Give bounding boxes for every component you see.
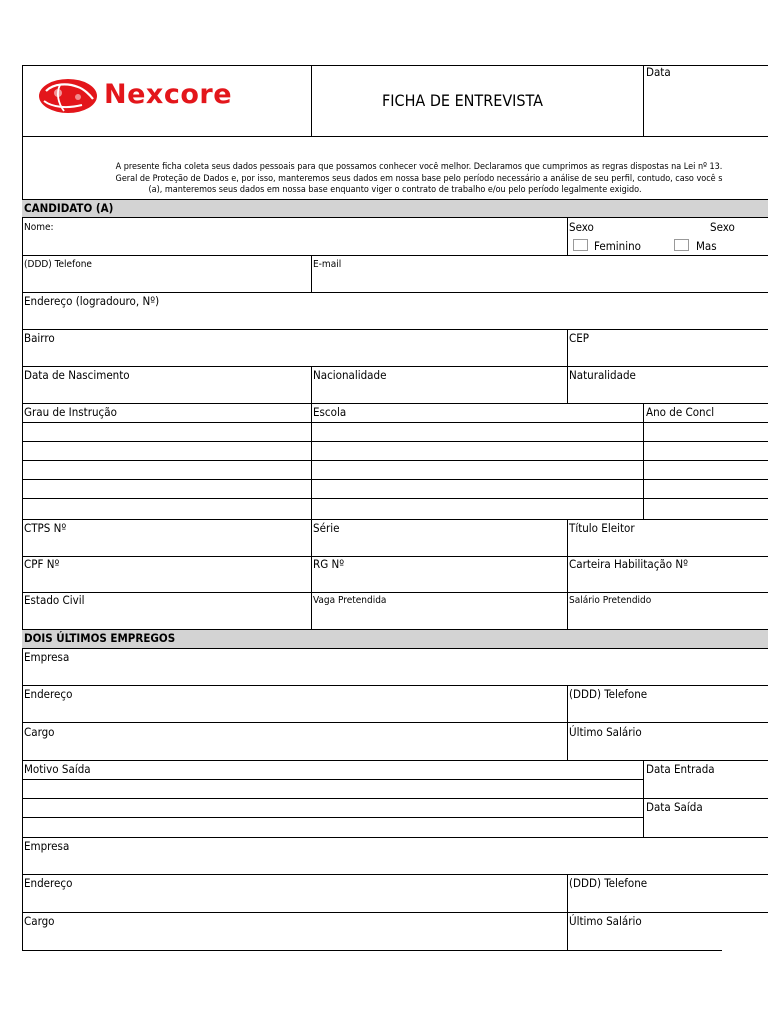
candidate-section-bar (22, 199, 768, 218)
birthplace-field[interactable] (568, 383, 768, 402)
drivers-license-label: Carteira Habilitação Nº (569, 557, 688, 571)
job1-end-date-label: Data Saída (646, 800, 703, 814)
consent-text (22, 162, 768, 197)
job1-end-date-field[interactable] (644, 815, 768, 836)
education-row[interactable] (23, 423, 767, 441)
phone-field[interactable] (23, 272, 310, 291)
row-line (22, 837, 768, 838)
job1-phone-field[interactable] (568, 702, 768, 721)
rg-field[interactable] (312, 572, 566, 591)
job1-role-field[interactable] (23, 740, 566, 759)
row-line (22, 912, 768, 913)
birthplace-label: Naturalidade (569, 368, 636, 382)
form-bottom-border (22, 950, 722, 951)
form-title: FICHA DE ENTREVISTA (382, 91, 543, 110)
globe-logo-icon (38, 77, 100, 117)
job1-phone-label: (DDD) Telefone (569, 687, 648, 701)
job2-role-field[interactable] (23, 929, 566, 949)
date-label: Data (646, 65, 671, 79)
marital-status-field[interactable] (23, 608, 310, 627)
row-line (22, 366, 768, 367)
desired-salary-label: Salário Pretendido (569, 595, 652, 606)
drivers-license-field[interactable] (568, 572, 768, 591)
row-line (22, 722, 768, 723)
job1-start-date-field[interactable] (644, 777, 768, 797)
header-divider-1 (311, 65, 312, 137)
row-line (22, 329, 768, 330)
email-field[interactable] (312, 272, 768, 291)
job2-address-field[interactable] (23, 891, 566, 911)
neighborhood-label: Bairro (24, 331, 55, 345)
consent-line-1: A presente ficha coleta seus dados pessoais para que possamos conhecer você melhor. Declaramos que cumprimos as regras dispostas na Lei nº 13. (115, 162, 723, 172)
row-line (22, 519, 768, 520)
row-line (22, 403, 768, 404)
consent-line-2: Geral de Proteção de Dados e, por isso, manteremos seus dados em nossa base pelo período necessário a análise de seu perfil, contudo, caso você s (115, 173, 723, 184)
job1-start-date-label: Data Entrada (646, 762, 715, 776)
candidate-section-title: CANDIDATO (A) (24, 201, 114, 215)
sex-label-1: Sexo (569, 220, 594, 234)
marital-status-label: Estado Civil (24, 593, 85, 607)
job1-exit-reason-field[interactable] (23, 780, 642, 836)
row-line (22, 760, 768, 761)
job2-phone-field[interactable] (568, 891, 768, 911)
jobs-section-title: DOIS ÚLTIMOS EMPREGOS (24, 631, 176, 645)
voter-id-field[interactable] (568, 536, 768, 555)
school-label: Escola (313, 405, 347, 419)
brand-name: Nexcore (104, 79, 233, 110)
job1-address-label: Endereço (24, 687, 73, 701)
job2-phone-label: (DDD) Telefone (569, 876, 648, 890)
job2-role-label: Cargo (24, 914, 55, 928)
job2-address-label: Endereço (24, 876, 73, 890)
job1-role-label: Cargo (24, 725, 55, 739)
feminino-checkbox[interactable] (573, 239, 588, 251)
birthdate-label: Data de Nascimento (24, 368, 130, 382)
consent-line-3: (a), manteremos seus dados em nossa base enquanto viger o contrato de trabalho e/ou pelo período legalmente exigido. (148, 185, 642, 195)
header-bottom-border (22, 136, 768, 137)
phone-label: (DDD) Telefone (24, 259, 92, 270)
row-line (22, 255, 768, 256)
rg-label: RG Nº (313, 557, 345, 571)
job1-last-salary-field[interactable] (568, 740, 768, 759)
ctps-field[interactable] (23, 536, 310, 555)
education-row[interactable] (23, 499, 767, 518)
row-line (22, 292, 768, 293)
education-row[interactable] (23, 461, 767, 479)
cpf-field[interactable] (23, 572, 310, 591)
desired-position-label: Vaga Pretendida (313, 595, 387, 606)
row-line (22, 592, 768, 593)
feminino-label: Feminino (594, 239, 641, 253)
divider (567, 218, 568, 255)
job1-address-field[interactable] (23, 702, 566, 721)
row-line (22, 685, 768, 686)
address-label: Endereço (logradouro, Nº) (24, 294, 160, 308)
education-level-label: Grau de Instrução (24, 405, 117, 419)
interview-form (22, 65, 768, 951)
job1-company-field[interactable] (23, 665, 767, 684)
job2-company-label: Empresa (24, 839, 70, 853)
ctps-label: CTPS Nº (24, 521, 67, 535)
sex-label-2: Sexo (710, 220, 735, 234)
row-line (22, 874, 768, 875)
series-label: Série (313, 521, 340, 535)
education-row[interactable] (23, 480, 767, 498)
nationality-label: Nacionalidade (313, 368, 387, 382)
address-field[interactable] (23, 309, 767, 328)
jobs-section-bar (22, 629, 768, 649)
job1-last-salary-label: Último Salário (569, 725, 642, 739)
nationality-field[interactable] (312, 383, 566, 402)
job2-last-salary-field[interactable] (568, 929, 768, 949)
job2-last-salary-label: Último Salário (569, 914, 642, 928)
masculino-label: Mas (696, 239, 717, 253)
job1-exit-reason-label: Motivo Saída (24, 762, 91, 776)
date-field[interactable] (644, 81, 768, 135)
job2-company-field[interactable] (23, 854, 767, 873)
masculino-checkbox[interactable] (674, 239, 689, 251)
cpf-label: CPF Nº (24, 557, 60, 571)
education-row[interactable] (23, 442, 767, 460)
voter-id-label: Título Eleitor (569, 521, 635, 535)
name-field[interactable] (23, 235, 566, 254)
graduation-year-label: Ano de Concl (646, 405, 715, 419)
neighborhood-field[interactable] (23, 346, 566, 365)
desired-salary-field[interactable] (568, 608, 768, 627)
birthdate-field[interactable] (23, 383, 310, 402)
job1-company-label: Empresa (24, 650, 70, 664)
cep-label: CEP (569, 331, 590, 345)
nexcore-logo (38, 77, 278, 117)
cep-field[interactable] (568, 346, 768, 365)
email-label: E-mail (313, 259, 342, 270)
series-field[interactable] (312, 536, 566, 555)
desired-position-field[interactable] (312, 608, 566, 627)
name-label: Nome: (24, 222, 54, 233)
